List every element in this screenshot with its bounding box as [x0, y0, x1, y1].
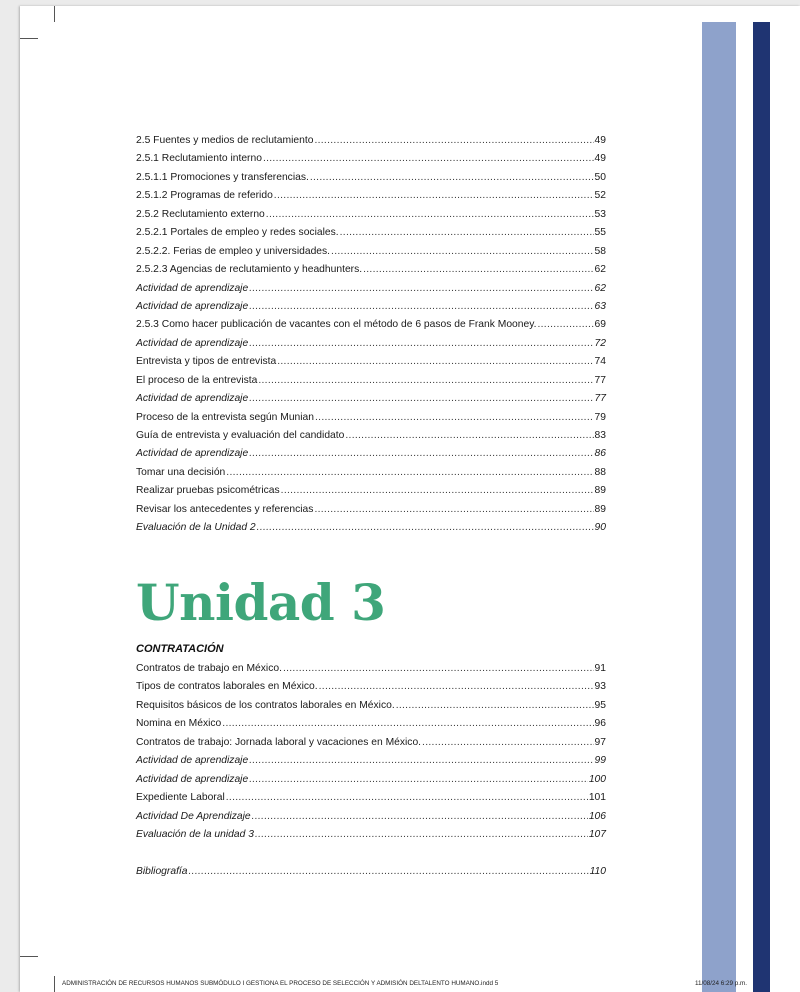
toc-entry-title: 2.5.2 Reclutamiento externo [136, 208, 265, 220]
toc-entry [136, 663, 606, 681]
toc-entry-title: Proceso de la entrevista según Munian [136, 411, 315, 423]
toc-entry-title: Contratos de trabajo en México. [136, 663, 282, 674]
toc-leader-dots [189, 866, 589, 877]
toc-entry-title: Entrevista y tipos de entrevista [136, 356, 277, 368]
toc-leader-dots [226, 467, 593, 478]
toc-entry [136, 246, 606, 264]
toc-unit-3 [136, 663, 606, 884]
toc-entry-page: 50 [594, 171, 606, 183]
toc-leader-dots [314, 135, 593, 146]
toc-leader-dots [249, 393, 593, 404]
toc-entry-title: Guía de entrevista y evaluación del candidato [136, 430, 345, 441]
toc-entry [136, 430, 606, 448]
toc-entry-page: 86 [594, 448, 606, 460]
toc-entry-title: Actividad de aprendizaje [136, 393, 249, 405]
toc-leader-dots [252, 811, 588, 822]
toc-entry-page: 55 [594, 227, 606, 239]
toc-entry-title: Nomina en México [136, 718, 222, 730]
toc-leader-dots [249, 301, 593, 312]
toc-entry [136, 356, 606, 374]
toc-entry-page: 106 [588, 810, 606, 822]
toc-entry-page: 97 [594, 736, 606, 748]
toc-leader-dots [314, 504, 593, 515]
toc-entry [136, 283, 606, 301]
toc-entry [136, 737, 606, 755]
toc-entry [136, 792, 606, 810]
toc-entry-page: 93 [594, 681, 606, 693]
toc-entry-page: 100 [588, 773, 606, 785]
toc-entry-title: Actividad De Aprendizaje [136, 810, 251, 822]
toc-entry-title: Actividad de aprendizaje [136, 755, 249, 767]
toc-leader-dots [283, 663, 594, 674]
toc-leader-dots [345, 430, 593, 441]
toc-entry [136, 448, 606, 466]
toc-leader-dots [274, 190, 594, 201]
toc-entry-title: Realizar pruebas psicométricas [136, 485, 280, 497]
toc-entry [136, 811, 606, 829]
toc-leader-dots [226, 792, 588, 803]
toc-entry-title: 2.5.1 Reclutamiento interno [136, 153, 262, 165]
toc-entry-title: Tipos de contratos laborales en México. [136, 681, 318, 693]
toc-leader-dots [257, 522, 594, 533]
toc-spacer [136, 847, 606, 865]
toc-entry [136, 681, 606, 699]
toc-leader-dots [249, 774, 588, 785]
toc-entry-title: Actividad de aprendizaje [136, 300, 249, 312]
toc-entry-page: 62 [594, 264, 606, 276]
toc-entry-title: 2.5.1.1 Promociones y transferencias. [136, 171, 309, 183]
toc-leader-dots [266, 209, 594, 220]
toc-entry-page: 49 [594, 135, 606, 146]
toc-leader-dots [331, 246, 593, 257]
toc-entry [136, 755, 606, 773]
crop-mark-top-left-h [20, 38, 38, 39]
toc-entry [136, 393, 606, 411]
toc-leader-dots [249, 448, 593, 459]
toc-entry-title: Requisitos básicos de los contratos laborales en México. [136, 699, 395, 711]
toc-entry-page: 53 [594, 208, 606, 220]
toc-leader-dots [255, 829, 588, 840]
toc-leader-dots [396, 700, 594, 711]
toc-entry-page: 83 [594, 430, 606, 441]
toc-entry-title: Contratos de trabajo: Jornada laboral y vacaciones en México. [136, 736, 422, 748]
toc-leader-dots [249, 755, 593, 766]
toc-entry-title: El proceso de la entrevista [136, 374, 258, 386]
toc-entry [136, 718, 606, 736]
toc-entry-title: 2.5.2.1 Portales de empleo y redes sociales. [136, 227, 339, 239]
toc-leader-dots [277, 356, 593, 367]
toc-entry [136, 375, 606, 393]
toc-entry-title: 2.5 Fuentes y medios de reclutamiento [136, 135, 314, 146]
toc-entry [136, 264, 606, 282]
toc-entry-page: 95 [594, 699, 606, 711]
toc-leader-dots [281, 485, 594, 496]
decorative-stripe-dark [753, 22, 770, 992]
footer-datetime: 11/08/24 6:29 p.m. [695, 980, 748, 987]
unit-3-title: Unidad 3 [136, 573, 386, 632]
toc-entry-title: Expediente Laboral [136, 792, 225, 804]
toc-entry [136, 319, 606, 337]
toc-entry-page: 88 [594, 466, 606, 478]
toc-entry-page: 79 [594, 411, 606, 423]
toc-entry [136, 412, 606, 430]
document-page [20, 6, 800, 992]
toc-leader-dots [310, 172, 594, 183]
toc-entry [136, 485, 606, 503]
toc-entry-page: 99 [594, 755, 606, 767]
toc-entry [136, 700, 606, 718]
toc-entry-title: Actividad de aprendizaje [136, 773, 249, 785]
toc-entry [136, 135, 606, 153]
footer-filename: ADMINISTRACIÓN DE RECURSOS HUMANOS SUBMÓDULO I GESTIONA EL PROCESO DE SELECCIÓN Y ADMISIÓN DELTALENTO HUMANO.indd 5 [62, 980, 499, 987]
toc-entry-page: 96 [594, 718, 606, 730]
toc-entry [136, 774, 606, 792]
toc-entry [136, 338, 606, 356]
crop-mark-top-left-v [54, 6, 55, 22]
toc-entry [136, 522, 606, 540]
toc-entry-page: 52 [594, 190, 606, 202]
toc-leader-dots [422, 737, 593, 748]
crop-mark-bottom-left-v [54, 976, 55, 992]
toc-entry-title: Actividad de aprendizaje [136, 282, 249, 294]
toc-entry [136, 467, 606, 485]
toc-entry [136, 172, 606, 190]
unit-3-subtitle: CONTRATACIÓN [136, 643, 224, 655]
toc-entry-page: 74 [594, 356, 606, 368]
toc-entry-page: 49 [594, 153, 606, 165]
toc-entry-page: 90 [594, 522, 606, 534]
toc-entry [136, 209, 606, 227]
toc-entry-page: 63 [594, 300, 606, 312]
toc-leader-dots [249, 338, 593, 349]
toc-entry-page: 107 [588, 828, 606, 840]
toc-leader-dots [319, 681, 594, 692]
toc-leader-dots [340, 227, 594, 238]
toc-entry-page: 69 [594, 319, 606, 331]
toc-entry-title: Bibliografía [136, 865, 188, 877]
toc-entry [136, 301, 606, 319]
toc-entry-page: 101 [588, 792, 606, 804]
toc-entry [136, 190, 606, 208]
toc-entry-page: 77 [594, 374, 606, 386]
toc-entry-title: Actividad de aprendizaje [136, 337, 249, 349]
toc-leader-dots [363, 264, 593, 275]
toc-entry-title: 2.5.3 Como hacer publicación de vacantes con el método de 6 pasos de Frank Mooney. [136, 319, 537, 331]
toc-entry-title: 2.5.2.2. Ferias de empleo y universidades. [136, 245, 331, 257]
toc-unit-2 [136, 135, 606, 541]
toc-entry-page: 110 [589, 865, 606, 877]
toc-entry [136, 504, 606, 522]
toc-leader-dots [263, 153, 594, 164]
toc-entry-title: 2.5.2.3 Agencias de reclutamiento y headhunters. [136, 264, 363, 276]
toc-leader-dots [249, 283, 593, 294]
toc-entry-title: Tomar una decisión [136, 466, 226, 478]
crop-mark-bottom-left-h [20, 956, 38, 957]
toc-entry [136, 153, 606, 171]
toc-entry-page: 91 [594, 663, 606, 674]
toc-entry [136, 829, 606, 847]
toc-entry [136, 227, 606, 245]
toc-leader-dots [537, 319, 593, 330]
toc-entry-title: Revisar los antecedentes y referencias [136, 503, 314, 515]
toc-leader-dots [258, 375, 593, 386]
toc-entry-title: Evaluación de la Unidad 2 [136, 522, 256, 534]
toc-entry-page: 89 [594, 485, 606, 497]
toc-entry-title: Evaluación de la unidad 3 [136, 828, 254, 840]
toc-entry-page: 62 [594, 282, 606, 294]
toc-entry-title: 2.5.1.2 Programas de referido [136, 190, 273, 202]
toc-entry [136, 866, 606, 884]
decorative-stripe-light [702, 22, 736, 992]
toc-entry-page: 89 [594, 503, 606, 515]
toc-leader-dots [222, 718, 593, 729]
toc-entry-page: 72 [594, 337, 606, 349]
toc-entry-title: Actividad de aprendizaje [136, 448, 249, 460]
toc-entry-page: 58 [594, 245, 606, 257]
toc-entry-page: 77 [594, 393, 606, 405]
toc-leader-dots [315, 412, 594, 423]
